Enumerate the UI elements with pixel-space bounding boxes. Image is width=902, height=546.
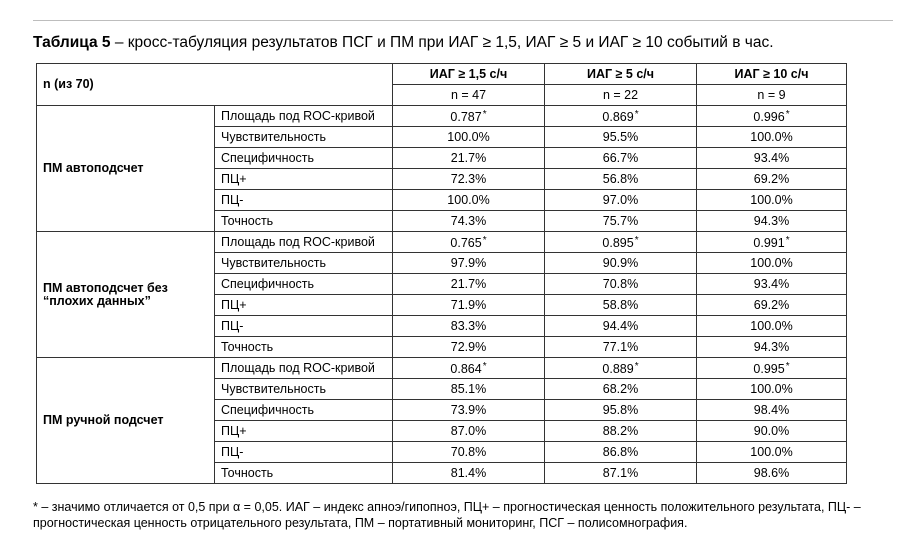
metric-label: Точность	[215, 211, 393, 232]
value-text: 73.9%	[450, 402, 487, 417]
value-cell	[393, 379, 545, 400]
value-cell	[697, 400, 847, 421]
value-cell	[393, 442, 545, 463]
value-text: 94.3%	[753, 213, 790, 228]
value-text: 97.9%	[450, 255, 487, 270]
table-row	[37, 232, 847, 253]
value-cell	[393, 274, 545, 295]
value-cell	[697, 421, 847, 442]
value-text: 93.4%	[753, 150, 790, 165]
value-cell	[697, 106, 847, 127]
value-text: 95.8%	[602, 402, 639, 417]
value-cell	[545, 316, 697, 337]
metric-label: Площадь под ROC-кривой	[215, 106, 393, 127]
value-text: 94.3%	[753, 339, 790, 354]
value-cell	[697, 190, 847, 211]
value-cell	[697, 295, 847, 316]
value-text: 0.765 *	[450, 236, 486, 250]
value-cell	[393, 358, 545, 379]
value-cell	[393, 190, 545, 211]
value-text: 70.8%	[450, 444, 487, 459]
top-rule	[33, 20, 893, 21]
value-cell	[393, 106, 545, 127]
value-text: 100.0%	[447, 192, 490, 207]
value-text: 86.8%	[602, 444, 639, 459]
value-text: 21.7%	[450, 276, 487, 291]
value-cell	[697, 442, 847, 463]
value-text: 100.0%	[750, 255, 793, 270]
value-text: 0.869 *	[602, 110, 638, 124]
value-cell	[393, 316, 545, 337]
value-cell	[697, 274, 847, 295]
n-cell: n = 47	[393, 85, 545, 106]
value-text: 87.0%	[450, 423, 487, 438]
value-cell	[697, 316, 847, 337]
footnote: * – значимо отличается от 0,5 при α = 0,05. ИАГ – индекс апноэ/гипопноэ, ПЦ+ – прогностическая ценность положительного результата, ПЦ- – прогностическая ценность отрицательного результата, ПМ – портативный мониторинг, ПСГ – полисомнография.	[33, 500, 861, 530]
column-header: ИАГ ≥ 1,5 с/ч	[393, 64, 545, 85]
table-row	[37, 358, 847, 379]
value-cell	[545, 169, 697, 190]
value-text: 100.0%	[750, 444, 793, 459]
metric-label: Специфичность	[215, 274, 393, 295]
value-cell	[393, 148, 545, 169]
value-text: 0.864 *	[450, 362, 486, 376]
value-text: 58.8%	[602, 297, 639, 312]
group-label: ПМ автоподсчет	[37, 106, 215, 232]
value-cell	[393, 253, 545, 274]
n-cell: n = 22	[545, 85, 697, 106]
value-cell	[545, 211, 697, 232]
value-cell	[545, 379, 697, 400]
value-text: 0.895 *	[602, 236, 638, 250]
caption-text: – кросс-табуляция результатов ПСГ и ПМ при ИАГ ≥ 1,5, ИАГ ≥ 5 и ИАГ ≥ 10 событий в час.	[110, 34, 774, 51]
value-cell	[697, 337, 847, 358]
value-cell	[697, 463, 847, 484]
value-text: 75.7%	[602, 213, 639, 228]
value-text: 21.7%	[450, 150, 487, 165]
value-text: 95.5%	[602, 129, 639, 144]
value-text: 81.4%	[450, 465, 487, 480]
value-cell	[393, 127, 545, 148]
value-text: 69.2%	[753, 171, 790, 186]
metric-label: ПЦ-	[215, 442, 393, 463]
value-text: 68.2%	[602, 381, 639, 396]
metric-label: Точность	[215, 463, 393, 484]
value-cell	[545, 421, 697, 442]
value-text: 100.0%	[447, 129, 490, 144]
value-text: 72.9%	[450, 339, 487, 354]
results-table	[36, 63, 847, 484]
value-text: 93.4%	[753, 276, 790, 291]
value-text: 88.2%	[602, 423, 639, 438]
value-text: 98.4%	[753, 402, 790, 417]
n-cell: n = 9	[697, 85, 847, 106]
value-text: 85.1%	[450, 381, 487, 396]
value-cell	[545, 463, 697, 484]
value-cell	[697, 127, 847, 148]
value-text: 0.787 *	[450, 110, 486, 124]
value-cell	[545, 358, 697, 379]
value-cell	[545, 190, 697, 211]
table-row	[37, 106, 847, 127]
value-cell	[393, 463, 545, 484]
value-text: 56.8%	[602, 171, 639, 186]
value-text: 90.0%	[753, 423, 790, 438]
metric-label: Чувствительность	[215, 253, 393, 274]
value-text: 66.7%	[602, 150, 639, 165]
value-cell	[393, 337, 545, 358]
value-text: 72.3%	[450, 171, 487, 186]
value-cell	[697, 232, 847, 253]
value-cell	[393, 421, 545, 442]
value-text: 0.889 *	[602, 362, 638, 376]
corner-label: n (из 70)	[37, 64, 393, 106]
value-cell	[545, 253, 697, 274]
value-text: 98.6%	[753, 465, 790, 480]
value-cell	[545, 337, 697, 358]
metric-label: ПЦ+	[215, 295, 393, 316]
value-cell	[393, 169, 545, 190]
value-cell	[545, 127, 697, 148]
metric-label: ПЦ-	[215, 190, 393, 211]
value-text: 100.0%	[750, 129, 793, 144]
caption-label: Таблица 5	[33, 34, 111, 51]
group-label: ПМ автоподсчет без “плохих данных”	[37, 232, 215, 358]
value-cell	[545, 274, 697, 295]
value-cell	[697, 148, 847, 169]
value-cell	[697, 253, 847, 274]
metric-label: Чувствительность	[215, 379, 393, 400]
value-text: 83.3%	[450, 318, 487, 333]
value-text: 87.1%	[602, 465, 639, 480]
metric-label: ПЦ+	[215, 421, 393, 442]
value-cell	[393, 232, 545, 253]
value-cell	[545, 148, 697, 169]
value-cell	[545, 400, 697, 421]
header-row	[37, 64, 847, 85]
value-cell	[545, 442, 697, 463]
value-text: 90.9%	[602, 255, 639, 270]
value-text: 0.996 *	[753, 110, 789, 124]
metric-label: Площадь под ROC-кривой	[215, 232, 393, 253]
group-label: ПМ ручной подсчет	[37, 358, 215, 484]
metric-label: ПЦ-	[215, 316, 393, 337]
value-cell	[545, 232, 697, 253]
metric-label: Чувствительность	[215, 127, 393, 148]
value-cell	[393, 211, 545, 232]
metric-label: Специфичность	[215, 148, 393, 169]
value-text: 70.8%	[602, 276, 639, 291]
metric-label: Площадь под ROC-кривой	[215, 358, 393, 379]
value-cell	[393, 295, 545, 316]
value-cell	[697, 211, 847, 232]
value-cell	[697, 379, 847, 400]
metric-label: ПЦ+	[215, 169, 393, 190]
table-caption	[33, 34, 774, 52]
value-text: 100.0%	[750, 318, 793, 333]
column-header: ИАГ ≥ 10 с/ч	[697, 64, 847, 85]
value-cell	[545, 106, 697, 127]
value-cell	[697, 358, 847, 379]
value-cell	[697, 169, 847, 190]
value-cell	[393, 400, 545, 421]
value-text: 0.995 *	[753, 362, 789, 376]
column-header: ИАГ ≥ 5 с/ч	[545, 64, 697, 85]
value-text: 77.1%	[602, 339, 639, 354]
value-text: 97.0%	[602, 192, 639, 207]
metric-label: Точность	[215, 337, 393, 358]
value-text: 100.0%	[750, 192, 793, 207]
value-text: 71.9%	[450, 297, 487, 312]
value-text: 74.3%	[450, 213, 487, 228]
value-text: 0.991 *	[753, 236, 789, 250]
value-text: 100.0%	[750, 381, 793, 396]
value-cell	[545, 295, 697, 316]
value-text: 94.4%	[602, 318, 639, 333]
value-text: 69.2%	[753, 297, 790, 312]
metric-label: Специфичность	[215, 400, 393, 421]
